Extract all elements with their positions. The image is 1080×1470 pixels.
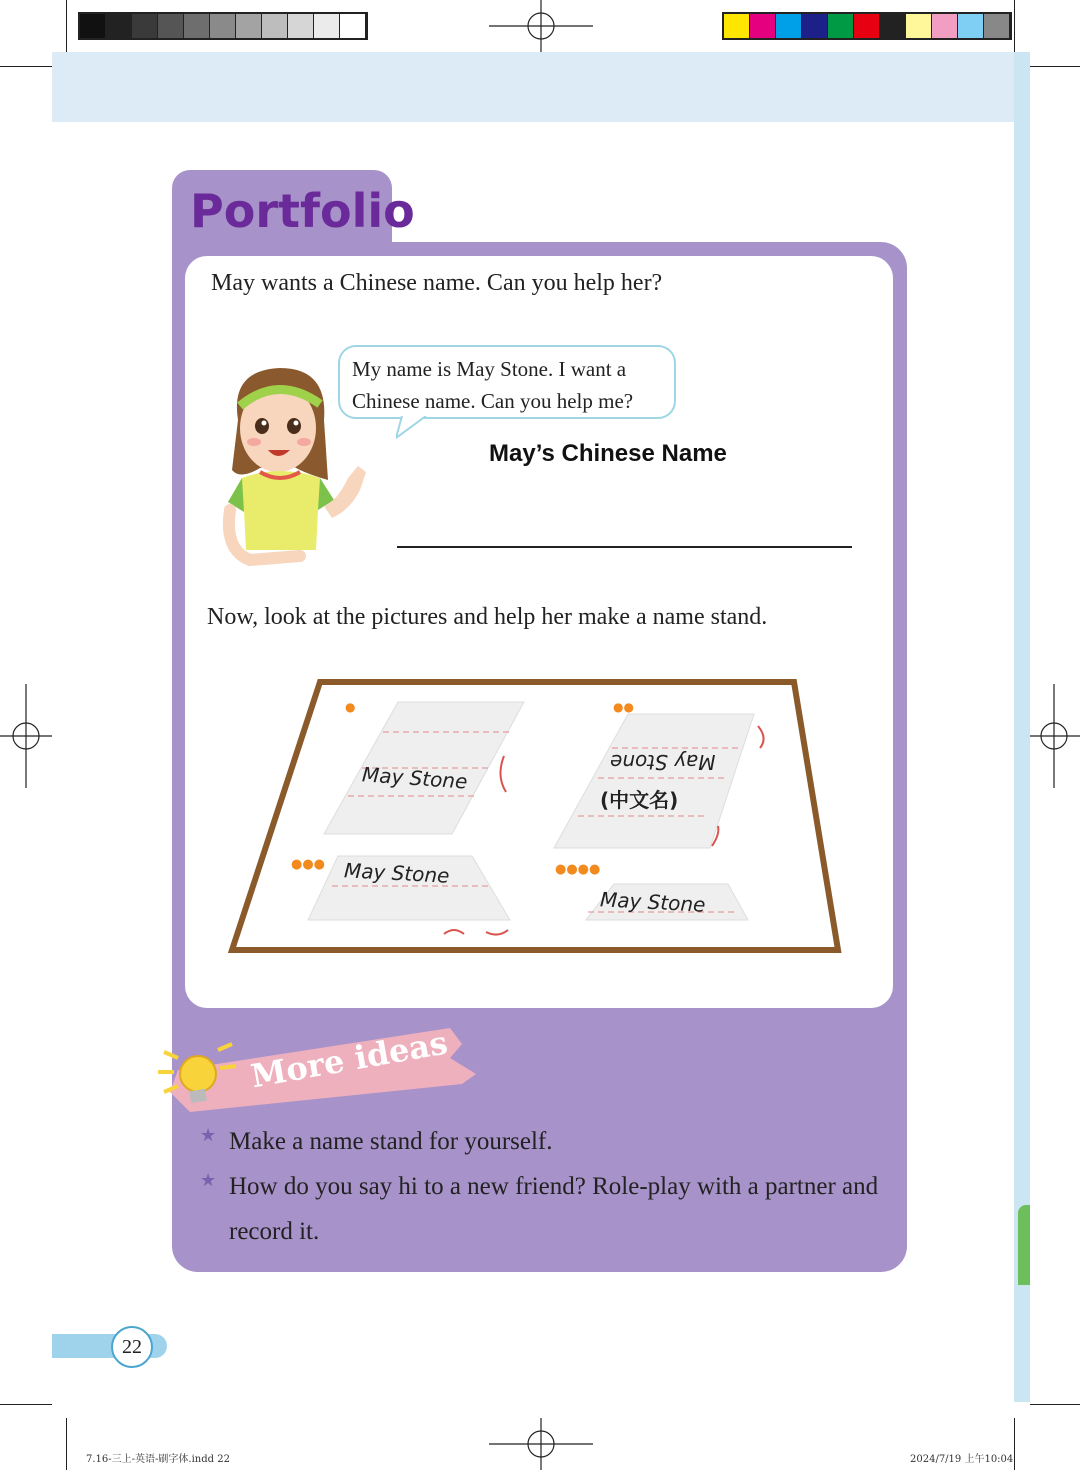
step-1-marker: ● — [345, 700, 356, 714]
idea-text: Make a name stand for yourself. — [229, 1128, 553, 1155]
color-swatch — [906, 14, 932, 38]
idea-text: How do you say hi to a new friend? Role-play with a partner and record it. — [229, 1173, 879, 1245]
crop-mark — [0, 1404, 52, 1405]
step-3-name: May Stone — [343, 858, 451, 888]
color-bar — [722, 12, 1012, 40]
answer-line[interactable] — [397, 546, 852, 548]
crop-mark — [1014, 0, 1015, 52]
color-swatch — [880, 14, 906, 38]
gray-swatch — [340, 14, 366, 38]
crop-mark — [66, 0, 67, 52]
speech-bubble-line-1: My name is May Stone. I want a — [352, 357, 627, 381]
color-swatch — [802, 14, 828, 38]
crop-mark — [1030, 1404, 1080, 1405]
gray-swatch — [106, 14, 132, 38]
gray-swatch — [314, 14, 340, 38]
idea-item — [200, 1164, 890, 1254]
gray-swatch — [288, 14, 314, 38]
speech-bubble-tail — [396, 416, 432, 440]
step-4-name: May Stone — [599, 887, 707, 917]
registration-mark-right — [1028, 684, 1080, 788]
footer-timestamp: 2024/7/19 上午10:04 — [910, 1454, 1014, 1465]
gray-swatch — [80, 14, 106, 38]
step-2-chinese-name: (中文名) — [600, 788, 679, 812]
speech-bubble-line-2: Chinese name. Can you help me? — [352, 389, 634, 413]
gray-swatch — [158, 14, 184, 38]
star-bullet-icon: ★ — [200, 1125, 217, 1145]
step-4-marker: ●●●● — [555, 862, 601, 877]
color-swatch — [984, 14, 1010, 38]
footer-file-info: 7.16-三上-英语-刷字体.indd 22 — [86, 1454, 230, 1465]
color-swatch — [776, 14, 802, 38]
registration-mark-bottom — [489, 1418, 593, 1470]
crop-mark — [1014, 1418, 1015, 1470]
registration-mark-top — [489, 0, 593, 52]
right-page-edge — [1014, 52, 1030, 1402]
top-band — [52, 52, 1014, 122]
registration-mark-left — [0, 684, 52, 788]
color-swatch — [958, 14, 984, 38]
crop-mark — [66, 1418, 67, 1470]
color-swatch — [828, 14, 854, 38]
step-2-marker: ●● — [613, 700, 634, 714]
step-1-name: May Stone — [361, 762, 469, 794]
speech-bubble — [338, 345, 676, 419]
section-title: Portfolio — [190, 184, 415, 238]
crop-mark — [0, 66, 52, 67]
gray-swatch — [132, 14, 158, 38]
grayscale-bar — [78, 12, 368, 40]
gray-swatch — [184, 14, 210, 38]
crop-mark — [1030, 66, 1080, 67]
question-2: Now, look at the pictures and help her make a name stand. — [207, 604, 768, 630]
step-3-marker: ●●● — [291, 857, 326, 872]
color-swatch — [854, 14, 880, 38]
idea-item — [200, 1119, 890, 1164]
gray-swatch — [236, 14, 262, 38]
color-swatch — [932, 14, 958, 38]
more-ideas-label: More ideas — [248, 1023, 451, 1096]
name-stand-illustration — [228, 676, 844, 958]
gray-swatch — [210, 14, 236, 38]
star-bullet-icon: ★ — [200, 1170, 217, 1190]
color-swatch — [750, 14, 776, 38]
question-1: May wants a Chinese name. Can you help her? — [211, 270, 663, 296]
right-page-edge-grass — [1018, 1205, 1030, 1285]
page-number: 22 — [111, 1326, 153, 1368]
step-2-name: May Stone — [610, 750, 716, 774]
gray-swatch — [262, 14, 288, 38]
color-swatch — [724, 14, 750, 38]
name-card-heading: May’s Chinese Name — [489, 440, 727, 467]
